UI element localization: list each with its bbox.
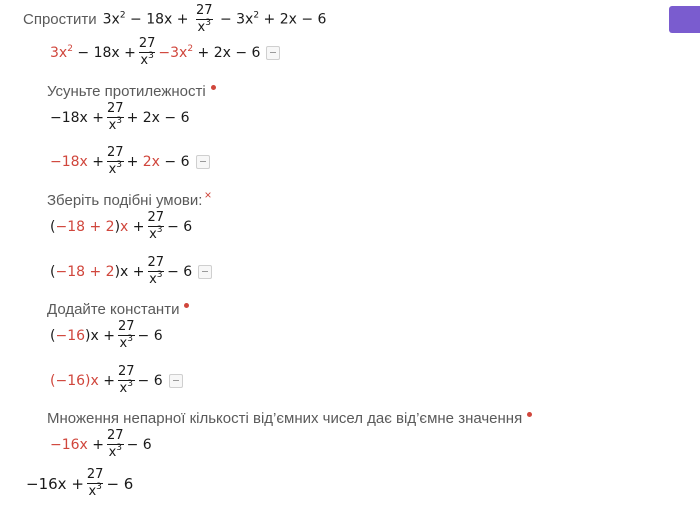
collapse-button[interactable] <box>198 265 212 279</box>
simplify-label: Спростити <box>23 11 97 28</box>
expression-step4-result: −16x + $\frac{27}{x^3}$ − 6 <box>50 428 152 460</box>
expression-highlight-constants: ( −18 + 2 ) x + $\frac{27}{x^3}$ − 6 <box>50 256 212 287</box>
side-panel-button[interactable] <box>669 6 700 33</box>
step-info-dot[interactable] <box>211 85 216 90</box>
expression-highlight-negative: (−16)x + $\frac{27}{x^3}$ − 6 <box>50 365 183 396</box>
expression-original: $3x^2 - 18x$ + $\frac{27}{x^3}$ − $3x^2 + 2x - 6$ <box>102 3 327 35</box>
expression-step1-result: −18x + $\frac{27}{x^3}$ + 2x − 6 <box>50 101 190 133</box>
collapse-button[interactable] <box>169 374 183 388</box>
step-close-icon[interactable]: × <box>204 188 212 202</box>
step-title: Зберіть подібні умови: × <box>47 188 212 209</box>
step-title: Множення непарної кількості від’ємних чисел дає від’ємне значення <box>47 410 532 427</box>
step-info-dot[interactable] <box>527 412 532 417</box>
collapse-button[interactable] <box>266 46 280 60</box>
step-title: Додайте константи <box>47 301 189 318</box>
final-answer: −16x + $\frac{27}{x^3}$ − 6 <box>26 467 134 499</box>
expression-step2-result: ( −18 + 2 ) x + $\frac{27}{x^3}$ − 6 <box>50 210 193 242</box>
step-title: Усуньте протилежності <box>47 83 216 100</box>
problem-header <box>23 4 326 35</box>
expression-highlight-opposites: $3x^2$ − 18x + $\frac{27}{x^3}$ $-3x^2$ + 2x − 6 <box>50 37 280 68</box>
expression-highlight-like-terms: −18x + $\frac{27}{x^3}$ + 2x − 6 <box>50 146 210 177</box>
expression-step3-result: ( −16 ) x + $\frac{27}{x^3}$ − 6 <box>50 319 163 351</box>
collapse-button[interactable] <box>196 155 210 169</box>
step-info-dot[interactable] <box>184 303 189 308</box>
